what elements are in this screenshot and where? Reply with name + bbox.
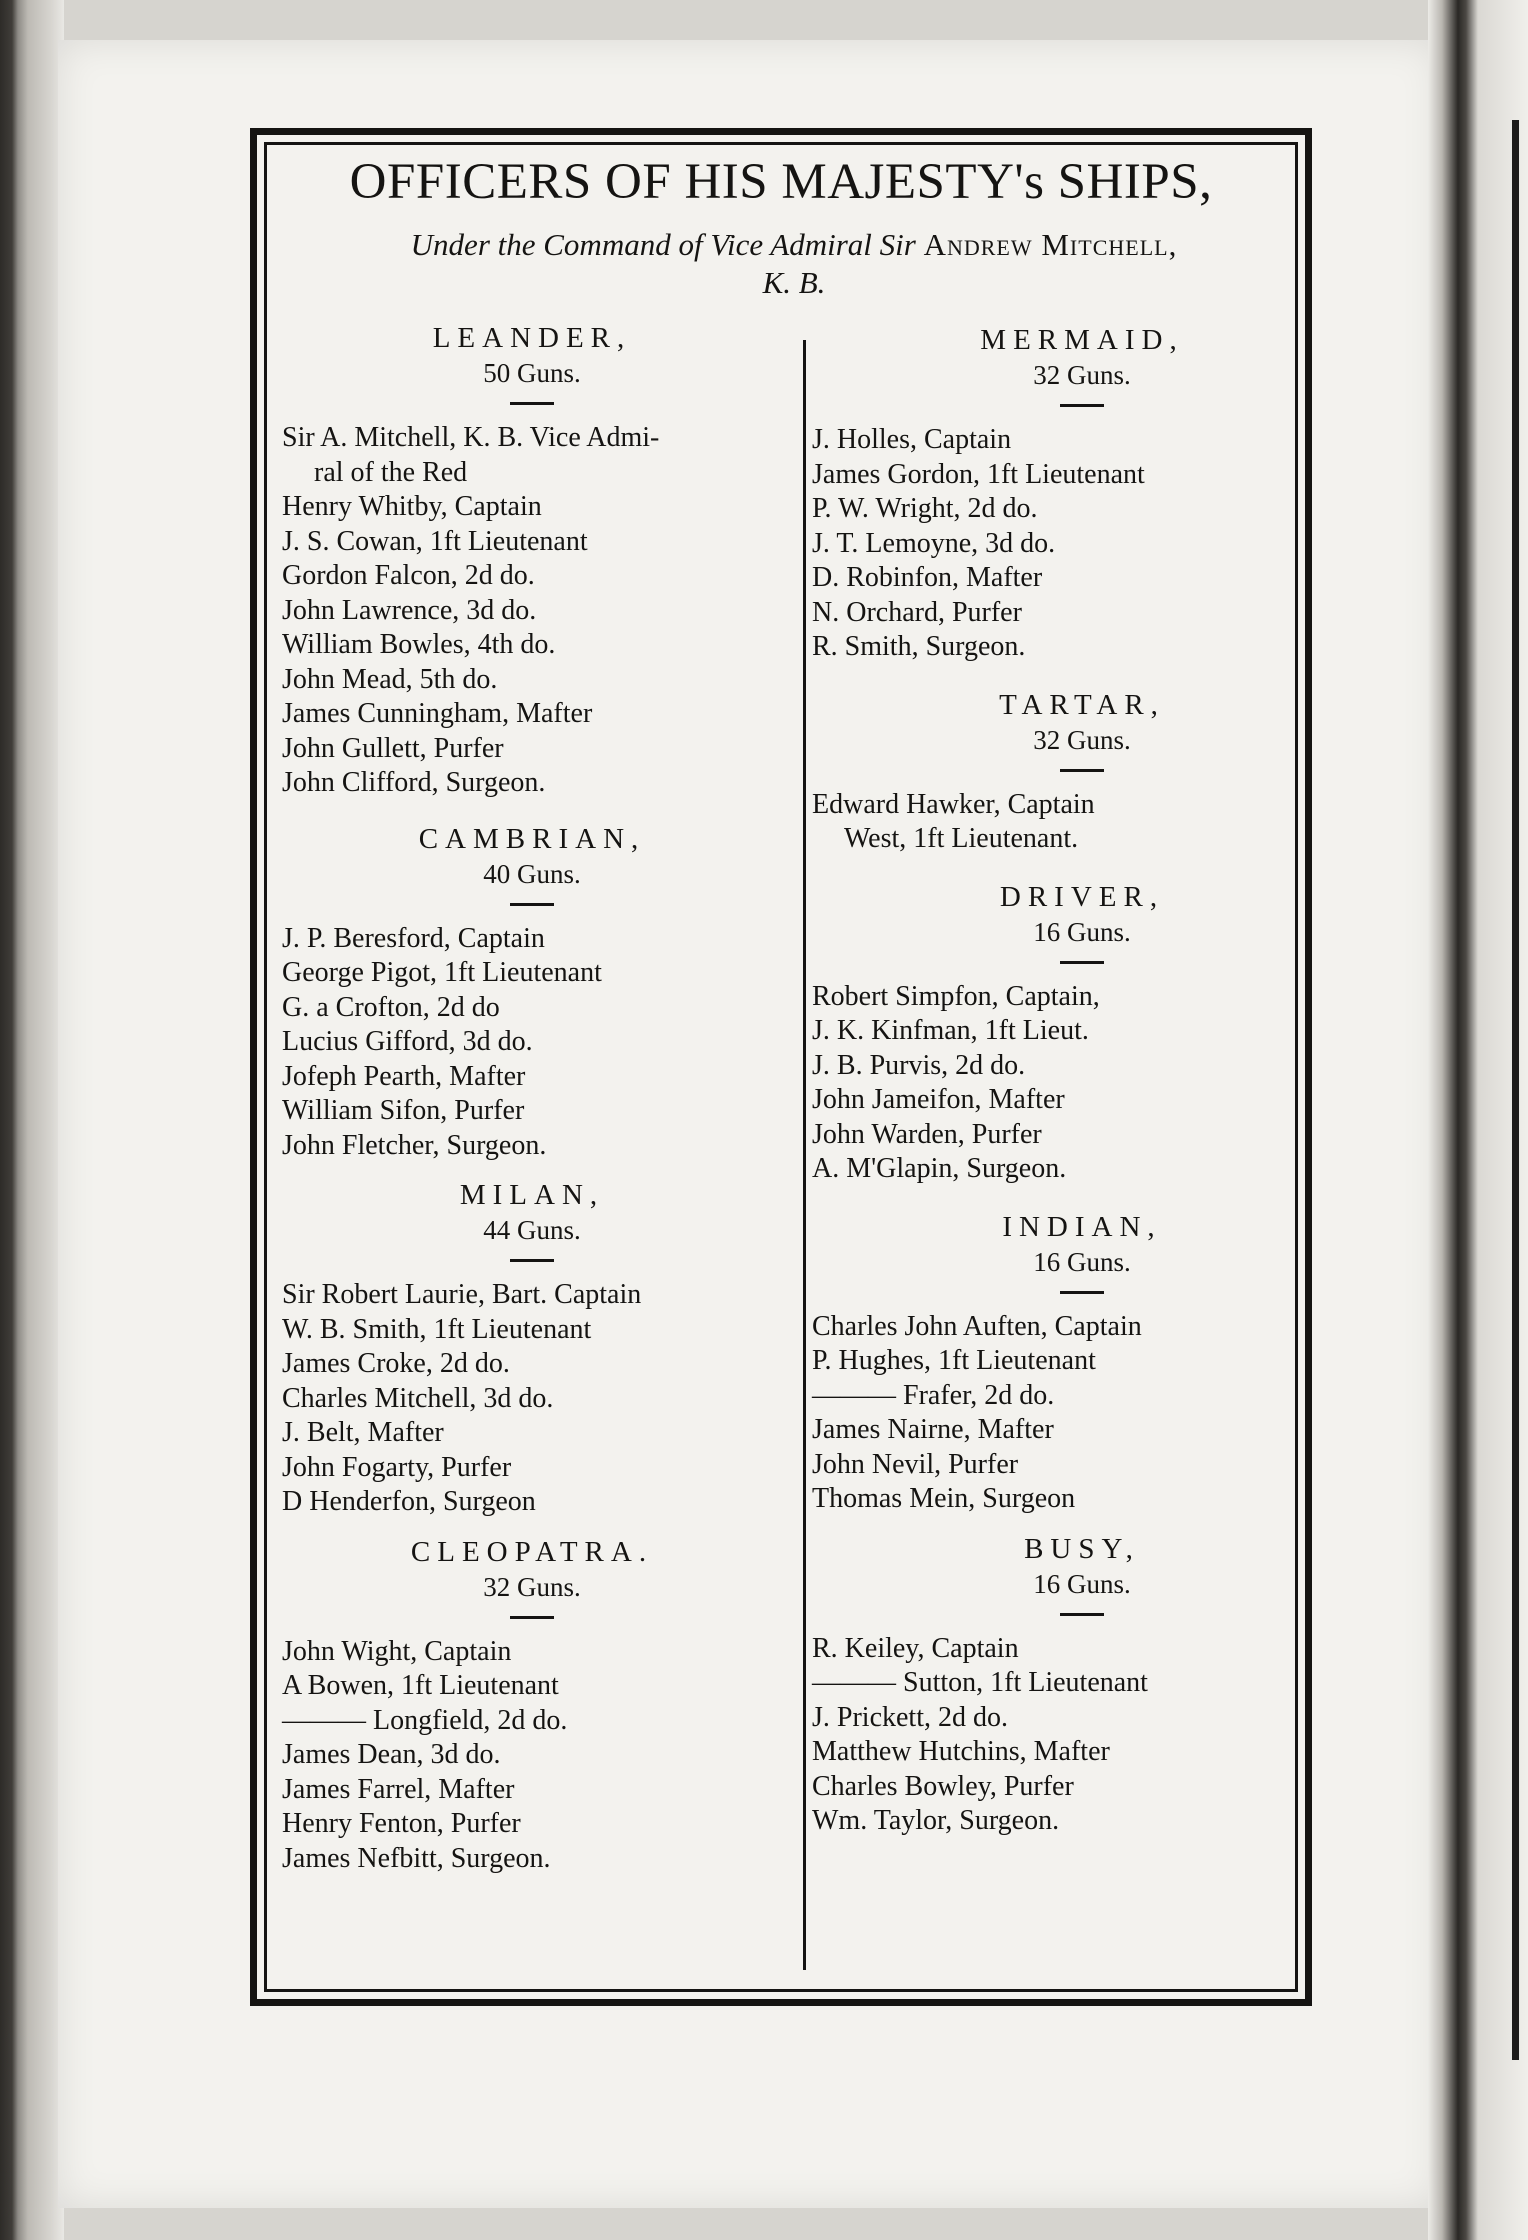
ship-entry [282, 821, 782, 1164]
page-title: OFFICERS OF HIS MAJESTY's SHIPS, [349, 154, 1213, 210]
ship-name: TARTAR, [999, 688, 1165, 721]
officer-entry: Robert Simpfon, Captain, [812, 980, 1100, 1012]
officer-entry: Thomas Mein, Surgeon [812, 1483, 1076, 1514]
officer-entry: R. Keiley, Captain [812, 1632, 1019, 1664]
officer-entry: W. B. Smith, 1ft Lieutenant [282, 1313, 592, 1345]
ship-guns: 16 Guns. [1033, 1246, 1131, 1277]
officer-entry: ral of the Red [314, 456, 468, 488]
officer-entry: John Warden, Purfer [812, 1118, 1042, 1150]
officer-entry: James Nefbitt, Surgeon. [282, 1842, 551, 1874]
officer-entry: James Farrel, Mafter [282, 1773, 515, 1805]
ship-name: CLEOPATRA. [410, 1535, 654, 1568]
page-subtitle [276, 226, 1312, 264]
subtitle-lead: Under the Command of Vice Admiral Sir [410, 227, 916, 262]
ship-guns: 44 Guns. [483, 1215, 581, 1245]
officer-entry: J. P. Beresford, Captain [282, 922, 545, 954]
officer-entry: William Bowles, 4th do. [282, 629, 556, 660]
officer-entry: John Wight, Captain [282, 1635, 512, 1667]
officer-entry: Sir Robert Laurie, Bart. Captain [282, 1279, 642, 1310]
page-subtitle-line2: K. B. [762, 265, 826, 300]
officer-entry: Lucius Gifford, 3d do. [282, 1026, 533, 1057]
officer-entry: James Gordon, 1ft Lieutenant [812, 458, 1145, 490]
officer-entry: John Nevil, Purfer [812, 1448, 1019, 1480]
officer-entry: Edward Hawker, Captain [812, 788, 1095, 820]
ship-entry [282, 320, 782, 801]
column-divider [803, 340, 806, 1970]
ship-guns: 32 Guns. [483, 1571, 581, 1602]
ship-separator-rule [510, 1616, 554, 1619]
ship-name: LEANDER, [432, 322, 632, 354]
ship-guns: 32 Guns. [1033, 724, 1131, 755]
ship-entry [812, 1531, 1312, 1839]
officer-entry: Henry Whitby, Captain [282, 491, 542, 522]
ship-separator-rule [1060, 404, 1104, 407]
officer-entry: Gordon Falcon, 2d do. [282, 560, 535, 591]
ship-entry [812, 1209, 1312, 1517]
ship-guns: 16 Guns. [1033, 1568, 1131, 1599]
officer-entry: John Fogarty, Purfer [282, 1451, 512, 1483]
ship-guns: 16 Guns. [1033, 916, 1131, 947]
officer-entry: Wm. Taylor, Surgeon. [812, 1805, 1060, 1836]
officer-entry: John Lawrence, 3d do. [282, 594, 537, 626]
officer-entry: ——— Longfield, 2d do. [282, 1704, 568, 1736]
officer-entry: N. Orchard, Purfer [812, 596, 1022, 628]
ship-separator-rule [1060, 1613, 1104, 1616]
officer-entry: D. Robinfon, Mafter [812, 562, 1043, 593]
right-column [812, 322, 1312, 1839]
officer-entry: John Mead, 5th do. [282, 663, 498, 695]
officer-entry: William Sifon, Purfer [282, 1095, 525, 1126]
book-left-edge [0, 0, 64, 2240]
officer-entry: P. Hughes, 1ft Lieutenant [812, 1345, 1096, 1376]
ship-separator-rule [1060, 1291, 1104, 1294]
officer-entry: Henry Fenton, Purfer [282, 1808, 521, 1839]
ship-separator-rule [510, 903, 554, 906]
ship-entry [282, 1177, 782, 1520]
officer-entry: Charles Mitchell, 3d do. [282, 1382, 554, 1414]
ship-guns: 40 Guns. [483, 858, 581, 889]
officer-entry: James Croke, 2d do. [282, 1348, 510, 1379]
ship-entry [812, 879, 1312, 1187]
officer-entry: Charles John Auften, Captain [812, 1310, 1142, 1342]
ship-entry [812, 322, 1312, 665]
ship-guns: 32 Guns. [1033, 360, 1131, 390]
officer-entry: Charles Bowley, Purfer [812, 1770, 1074, 1802]
subtitle-admiral-name: Andrew Mitchell, [923, 227, 1178, 262]
officer-entry: J. S. Cowan, 1ft Lieutenant [282, 525, 588, 557]
left-column [282, 320, 782, 1876]
ship-separator-rule [510, 402, 554, 405]
next-page-border-fragment [1512, 120, 1519, 2060]
officer-entry: Matthew Hutchins, Mafter [812, 1736, 1110, 1767]
ship-name: MILAN, [459, 1179, 605, 1211]
officer-entry: James Dean, 3d do. [282, 1739, 501, 1770]
officer-entry: John Jameifon, Mafter [812, 1084, 1065, 1115]
officer-entry: D Henderfon, Surgeon [282, 1486, 536, 1517]
officer-entry: J. Belt, Mafter [282, 1417, 444, 1448]
officer-entry: John Fletcher, Surgeon. [282, 1129, 547, 1161]
officer-entry: J. Holles, Captain [812, 424, 1012, 455]
ship-entry [282, 1534, 782, 1877]
officer-entry: Jofeph Pearth, Mafter [282, 1060, 526, 1092]
ship-separator-rule [1060, 769, 1104, 772]
ship-separator-rule [510, 1259, 554, 1262]
officer-entry: J. K. Kinfman, 1ft Lieut. [812, 1015, 1089, 1046]
ship-name: BUSY, [1024, 1532, 1140, 1565]
ship-name: INDIAN, [1002, 1210, 1162, 1243]
officer-entry: J. B. Purvis, 2d do. [812, 1049, 1026, 1081]
officer-entry: A. M'Glapin, Surgeon. [812, 1153, 1067, 1184]
officer-entry: West, 1ft Lieutenant. [844, 823, 1079, 854]
ship-entry [812, 687, 1312, 857]
officer-entry: P. W. Wright, 2d do. [812, 493, 1038, 524]
officer-entry: James Cunningham, Mafter [282, 698, 593, 729]
officer-entry: James Nairne, Mafter [812, 1414, 1054, 1445]
officer-entry: ——— Sutton, 1ft Lieutenant [812, 1667, 1148, 1698]
officer-entry: J. T. Lemoyne, 3d do. [812, 527, 1056, 559]
ship-name: MERMAID, [980, 324, 1184, 356]
officer-entry: John Gullett, Purfer [282, 732, 504, 764]
ship-name: DRIVER, [999, 880, 1165, 913]
ship-name: CAMBRIAN, [418, 822, 646, 855]
officer-entry: John Clifford, Surgeon. [282, 767, 546, 798]
officer-entry: A Bowen, 1ft Lieutenant [282, 1670, 559, 1701]
officer-entry: George Pigot, 1ft Lieutenant [282, 957, 602, 988]
ship-guns: 50 Guns. [483, 358, 581, 388]
officer-entry: G. a Crofton, 2d do [282, 991, 500, 1023]
officer-entry: J. Prickett, 2d do. [812, 1701, 1008, 1733]
ship-separator-rule [1060, 961, 1104, 964]
officer-entry: ——— Frafer, 2d do. [812, 1379, 1055, 1411]
officer-entry: R. Smith, Surgeon. [812, 631, 1026, 662]
officer-entry: Sir A. Mitchell, K. B. Vice Admi- [282, 422, 660, 453]
